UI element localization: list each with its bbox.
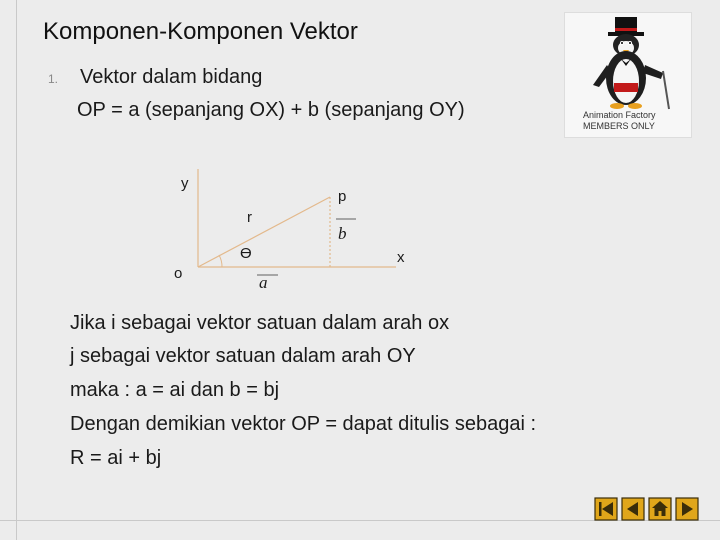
label-a: a [259, 273, 268, 292]
vector-diagram [160, 165, 440, 295]
mascot-image [564, 12, 692, 138]
home-icon [648, 497, 672, 521]
body-line-3: maka : a = ai dan b = bj [70, 379, 280, 401]
label-x: x [397, 249, 405, 266]
home-button[interactable] [648, 497, 672, 521]
slide-title: Komponen-Komponen Vektor [43, 18, 358, 45]
next-slide-button[interactable] [675, 497, 699, 521]
body-line-4: Dengan demikian vektor OP = dapat ditulis sebagai : [70, 413, 537, 435]
mascot-caption-line-1: Animation Factory [583, 110, 656, 120]
subtitle-line-2: OP = a (sepanjang OX) + b (sepanjang OY) [77, 99, 465, 121]
label-b: b [338, 224, 347, 243]
body-line-2: j sebagai vektor satuan dalam arah OY [70, 345, 416, 367]
body-line-1: Jika i sebagai vektor satuan dalam arah ox [70, 312, 450, 334]
vector-diagram-lines [160, 165, 440, 295]
label-r: r [247, 209, 252, 226]
home-button-wrap [621, 497, 645, 521]
label-o: o [174, 265, 183, 282]
subtitle-line-1: Vektor dalam bidang [80, 66, 263, 88]
penguin-icon [565, 13, 691, 113]
margin-rule-vertical [16, 0, 17, 540]
mascot-caption-line-2: MEMBERS ONLY [583, 121, 655, 131]
body-line-5: R = ai + bj [70, 447, 162, 469]
next-slide-icon [675, 497, 699, 521]
list-number: 1. [48, 72, 59, 86]
label-p: p [338, 188, 347, 205]
r-vector-line [198, 197, 330, 267]
label-y: y [181, 175, 189, 192]
mascot-caption [583, 110, 656, 132]
first-slide-button[interactable] [594, 497, 618, 521]
theta-arc [219, 255, 222, 267]
first-slide-icon [594, 497, 618, 521]
label-theta: Ɵ [240, 245, 252, 262]
